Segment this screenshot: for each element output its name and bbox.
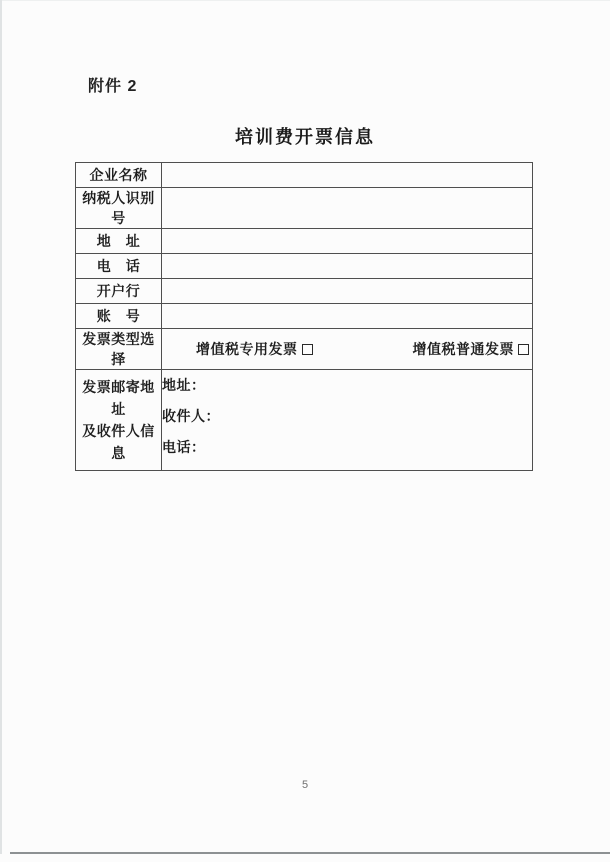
mailing-info-value-cell[interactable] — [162, 370, 533, 471]
table-row-mailing-info — [76, 370, 533, 471]
bank-value-cell[interactable] — [162, 279, 533, 304]
mailing-address-prompt: 地址： — [162, 377, 206, 393]
account-number-value-cell[interactable] — [162, 304, 533, 329]
phone-value-cell[interactable] — [162, 254, 533, 279]
page-number: 5 — [301, 779, 309, 791]
table-row-address — [76, 229, 533, 254]
field-label: 纳税人识别号 — [76, 188, 162, 229]
vat-special-invoice-checkbox[interactable] — [302, 344, 313, 355]
invoice-type-options — [162, 339, 532, 359]
field-label: 企业名称 — [76, 163, 162, 188]
invoice-info-table — [75, 162, 533, 471]
mailing-label-line1: 发票邮寄地址 — [82, 379, 155, 417]
option-label: 增值税专用发票 — [196, 341, 298, 357]
mailing-recipient-prompt: 收件人： — [162, 408, 220, 424]
vat-special-invoice-option — [196, 339, 313, 359]
field-label: 账 号 — [76, 304, 162, 329]
mailing-label-line2: 及收件人信息 — [82, 423, 155, 461]
table-row-invoice-type — [76, 329, 533, 370]
field-label: 发票类型选择 — [76, 329, 162, 370]
table-row-company-name — [76, 163, 533, 188]
field-label: 开户行 — [76, 279, 162, 304]
option-label: 增值税普通发票 — [412, 341, 514, 357]
table-row-account-number — [76, 304, 533, 329]
scan-edge-top — [0, 0, 610, 1]
field-label: 电 话 — [76, 254, 162, 279]
vat-general-invoice-option — [413, 339, 530, 359]
attachment-label: 附件 2 — [88, 78, 138, 95]
page-title: 培训费开票信息 — [235, 127, 375, 147]
taxpayer-id-value-cell[interactable] — [162, 188, 533, 229]
field-label: 地 址 — [76, 229, 162, 254]
table-row-phone — [76, 254, 533, 279]
field-label — [76, 370, 162, 471]
address-value-cell[interactable] — [162, 229, 533, 254]
company-name-value-cell[interactable] — [162, 163, 533, 188]
table-row-taxpayer-id — [76, 188, 533, 229]
scan-edge-bottom — [10, 852, 610, 854]
vat-general-invoice-checkbox[interactable] — [518, 344, 529, 355]
mailing-phone-prompt: 电话： — [162, 439, 206, 455]
table-row-bank — [76, 279, 533, 304]
